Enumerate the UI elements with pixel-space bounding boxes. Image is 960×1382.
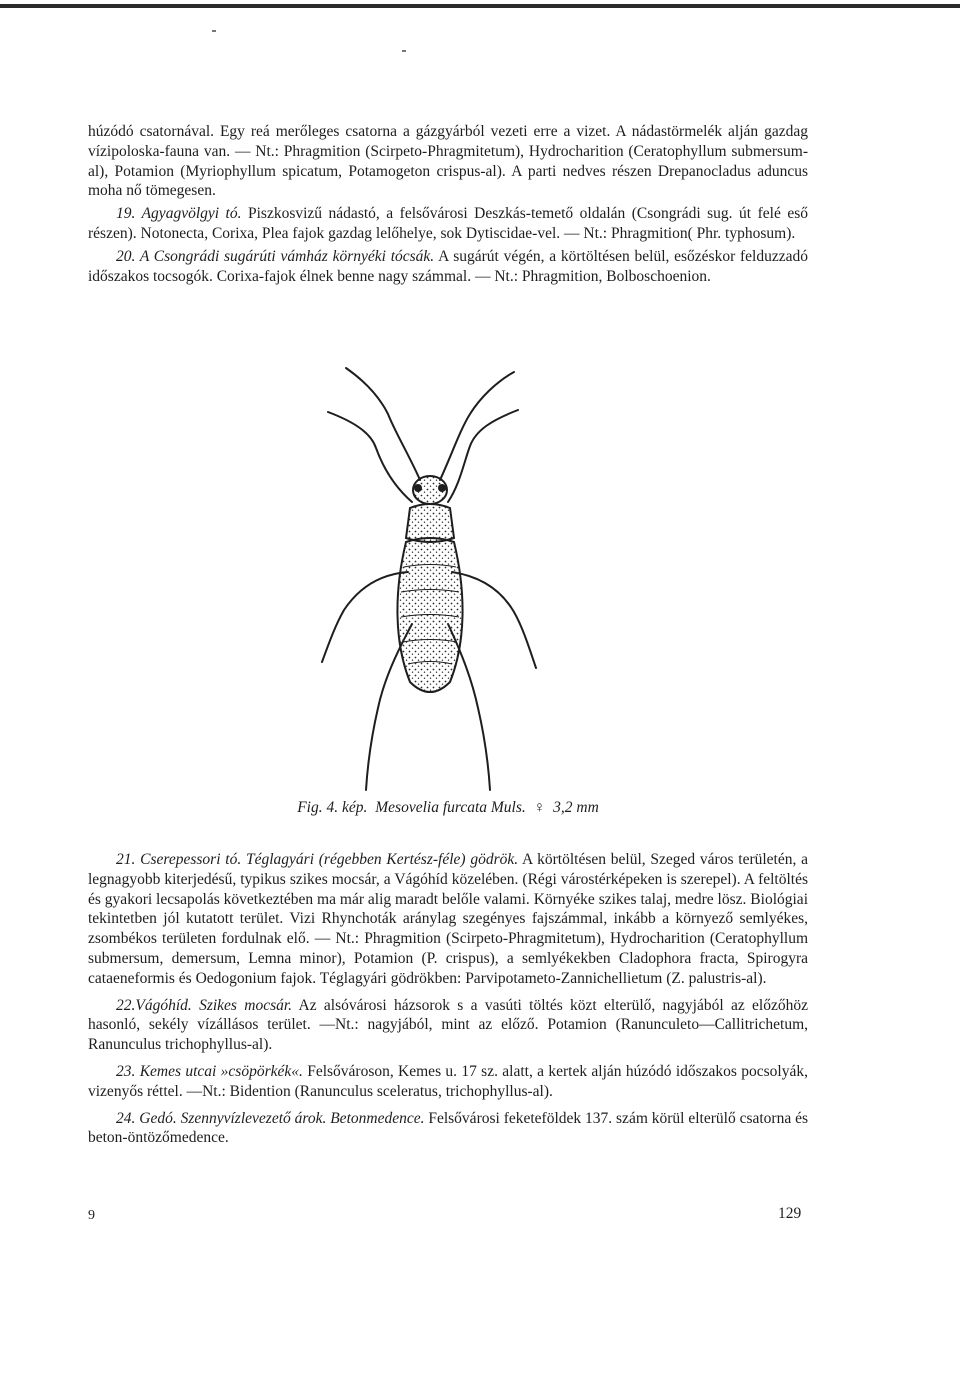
heading-italic-text: 24. Gedó. Szennyvízlevezető árok. Betonmedence. — [116, 1109, 425, 1127]
right-antenna — [440, 372, 514, 480]
middle-left-leg — [322, 572, 408, 662]
paragraph-entry-24 — [88, 1109, 808, 1149]
water-bug-illustration — [300, 362, 560, 792]
paragraph-entry-19 — [88, 204, 808, 244]
page-number: 129 — [778, 1205, 802, 1222]
paragraph-entry-23 — [88, 1062, 808, 1102]
caption-sex-symbol: ♀ — [533, 799, 546, 816]
heading-italic-text: 19. Agyagvölgyi tó. — [116, 205, 242, 223]
scan-speck — [402, 50, 406, 52]
heading-italic-text: 21. Cserepessori tó. Téglagyári (régebben Kertész-féle) gödrök. — [116, 851, 519, 868]
middle-right-leg — [452, 572, 536, 668]
body-text: húzódó csatornával. Egy reá merőleges csatorna a gázgyárból vezeti erre a vizet. A nádastörmelék alján gazdag vízipoloska-fauna van. — Nt.: Phragmition (Scirpeto-Phragmitetum), Hydrocharition (Ceratophyllum submersum-al), Potamion (Myriophyllum spicatum, Potamogeton crispus-al). A parti nedves részen Drepanocladus aduncus moha nő tömegesen. — [88, 123, 808, 200]
body-text: A sugárút végén, a körtöltésen belül, esőzéskor felduzzadó időszakos tocsogók. Corixa-fajok élnek benne nagy számmal. — Nt.: Phragmition, Bolboschoenion. — [88, 247, 809, 285]
signature-mark: 9 — [88, 1208, 95, 1223]
top-border-rule — [0, 4, 960, 8]
paragraph — [88, 122, 808, 201]
caption-species: Mesovelia furcata Muls. — [375, 799, 526, 816]
body-text: A körtöltésen belül, Szeged város területén, a legnagyobb kiterjedésű, typikus szikes mocsár, a Vágóhíd közelében. (Régi várostérképeken is szerepel). A feltöltés és gyakori lecsapolás következtében ma már alig maradt belőle valami. Környéke szikes talaj, medre lösz. Biológiai tekintetben jól kutatott terület. Vizi Rhynchoták aránylag szegényes fajszámmal, inkább a környező semlyékes, zsombékos területen fordulnak elő. — Nt.: Phragmition (Scirpeto-Phragmitetum), Hydrocharition (Ceratophyllum submersum, demersum, Lemna minor), Potamion (P. crispus), a semlyékekben Cladophora fracta, Spirogyra cataeneformis és Oedogonium fajok. Téglagyári gödrökben: Parvipotameto-Zannichellietum (Z. palustris-al). — [88, 851, 808, 987]
heading-italic-text: 22.Vágóhíd. Szikes mocsár. — [116, 996, 293, 1014]
paragraph-entry-20 — [88, 247, 808, 287]
text-block-bottom — [88, 850, 808, 1148]
heading-italic-text: 20. A Csongrádi sugárúti vámház környéki tócsák. — [116, 247, 435, 265]
left-eye — [414, 484, 422, 492]
front-right-leg — [448, 410, 518, 502]
body-text: Piszkosvizű nádastó, a felsővárosi Deszkás-temető oldalán (Csongrádi sug. út felé eső részen). Notonecta, Corixa, Plea fajok gazdag lelőhelye, sok Dytiscidae-vel. — Nt.: Phragmition( Phr. typhosum). — [88, 205, 808, 242]
heading-italic-text: 23. Kemes utcai »csöpörkék«. — [116, 1062, 303, 1080]
right-eye — [438, 484, 446, 492]
paragraph-entry-21 — [88, 850, 808, 989]
front-left-leg — [328, 412, 412, 502]
scan-speck — [212, 30, 216, 32]
thorax — [406, 504, 454, 542]
body-text: Felsővárosi feketeföldek 137. szám körül elterülő csatorna és beton-öntözőmedence. — [88, 1109, 808, 1147]
caption-fig-label: Fig. 4. kép. — [297, 799, 368, 816]
text-block-top — [88, 122, 808, 286]
paragraph-entry-22 — [88, 996, 808, 1055]
figure-caption — [88, 799, 808, 817]
body-text: Az alsóvárosi házsorok s a vasúti töltés közt elterülő, nagyjából az előzőhöz hasonló, sekély vízállásos terület. —Nt.: nagyjából, mint az előző. Potamion (Ranunculeto—Callitrichetum, Ranunculus trichophyllus-al). — [88, 996, 808, 1054]
caption-size: 3,2 mm — [553, 799, 599, 816]
body-text: Felsővároson, Kemes u. 17 sz. alatt, a kertek alján húzódó időszakos pocsolyák, vizenyős réttel. —Nt.: Bidention (Ranunculus sceleratus, trichophyllus-al). — [88, 1062, 808, 1100]
